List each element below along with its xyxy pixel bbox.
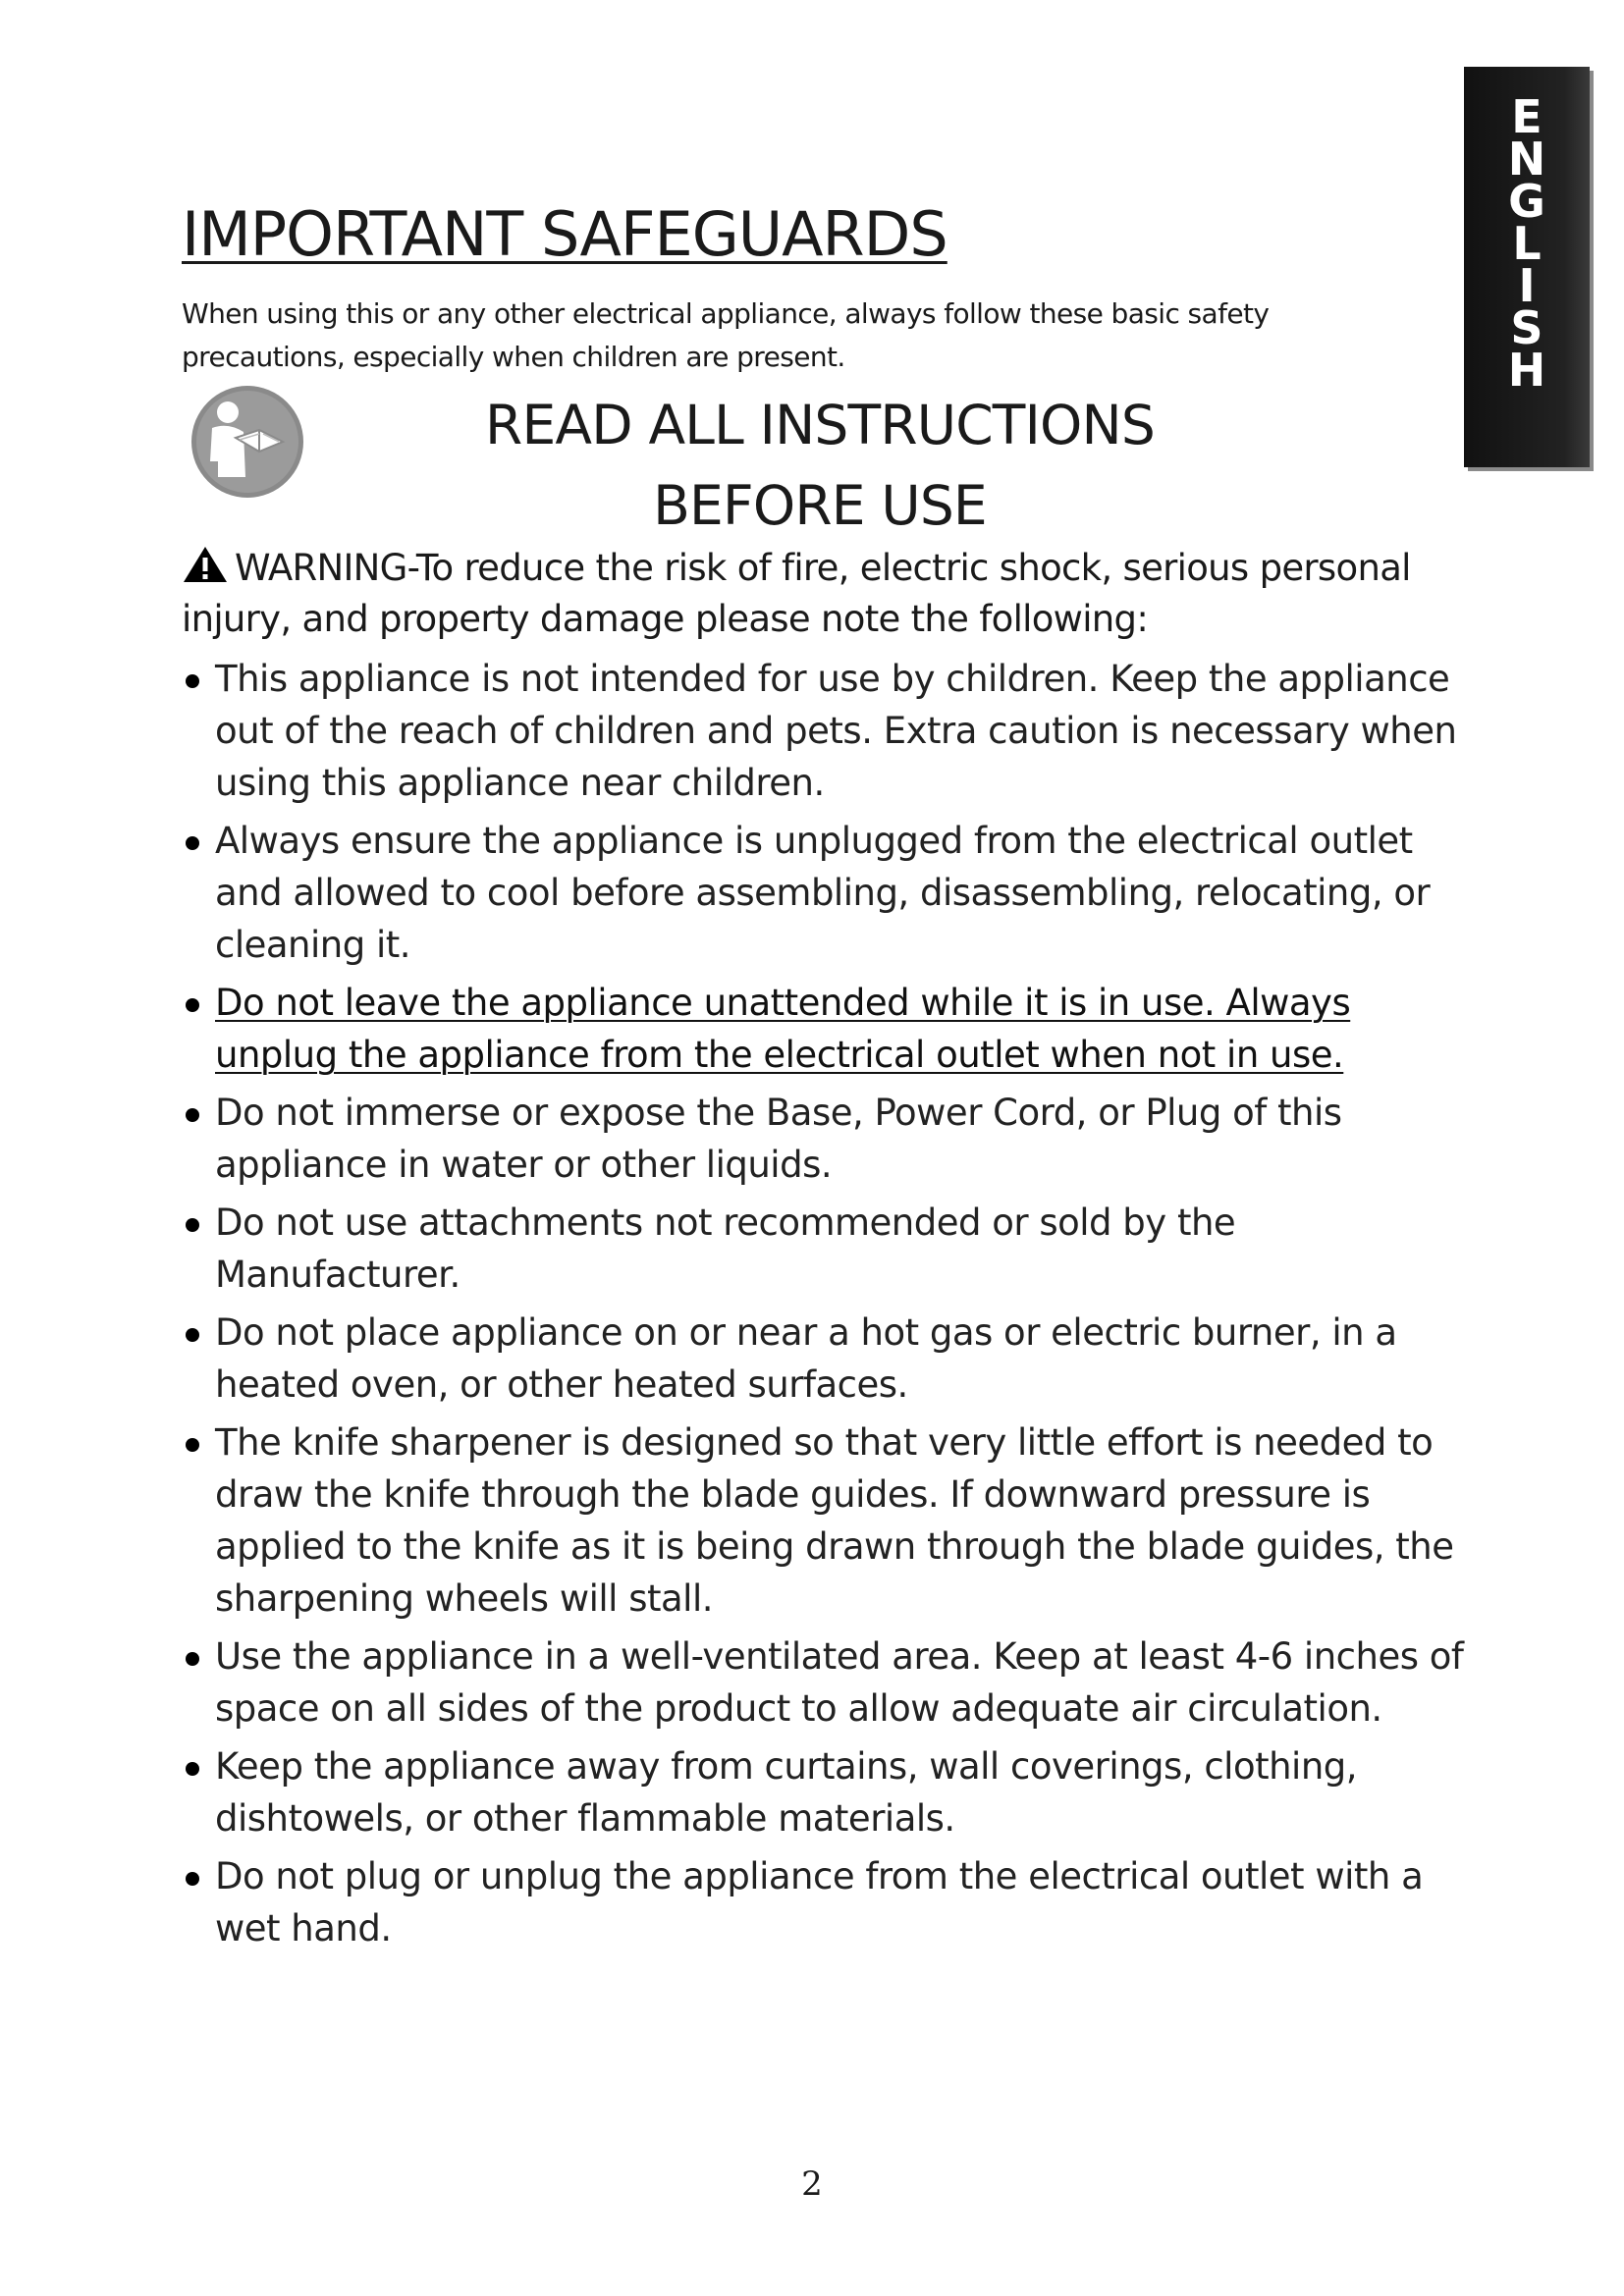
list-item [182, 1087, 1478, 1191]
language-tab-letter: L [1512, 217, 1542, 270]
warning-triangle-icon [182, 545, 229, 584]
list-item-text: Do not leave the appliance unattended while it is in use. Always unplug the appliance from the electrical outlet when not in use. [215, 982, 1351, 1076]
bullet-icon [186, 998, 199, 1012]
safety-list [182, 653, 1478, 1960]
read-all-line1: READ ALL INSTRUCTIONS [485, 394, 1155, 456]
page-number: 2 [801, 2164, 823, 2204]
list-item-text: Do not place appliance on or near a hot gas or electric burner, in a heated oven, or other heated surfaces. [215, 1311, 1397, 1406]
list-item [182, 1197, 1478, 1301]
list-item [182, 815, 1478, 971]
language-tab [1464, 67, 1590, 467]
bullet-icon [186, 836, 199, 850]
bullet-icon [186, 1762, 199, 1776]
bullet-icon [186, 1218, 199, 1232]
bullet-icon [186, 1328, 199, 1342]
language-tab-letter: H [1507, 344, 1546, 397]
list-item [182, 1850, 1478, 1954]
list-item-text: Always ensure the appliance is unplugged from the electrical outlet and allowed to cool before assembling, disassembling, relocating, or cleaning it. [215, 820, 1431, 966]
intro-text: When using this or any other electrical appliance, always follow these basic safety precautions, especially when children are present. [182, 297, 1270, 373]
list-item [182, 1740, 1478, 1844]
list-item-text: Do not immerse or expose the Base, Power Cord, or Plug of this appliance in water or other liquids. [215, 1092, 1342, 1186]
bullet-icon [186, 674, 199, 688]
read-all-instructions-heading [412, 385, 1227, 546]
list-item-text: The knife sharpener is designed so that very little effort is needed to draw the knife through the blade guides. If downward pressure is applied to the knife as it is being drawn through the blade guides, the sharpening wheels will stall. [215, 1421, 1454, 1620]
read-all-line2: BEFORE USE [653, 474, 987, 537]
list-item [182, 1416, 1478, 1625]
list-item [182, 1307, 1478, 1411]
list-item-text: This appliance is not intended for use by children. Keep the appliance out of the reach of children and pets. Extra caution is necessary when using this appliance near children. [215, 658, 1457, 804]
list-item-text: Use the appliance in a well-ventilated area. Keep at least 4-6 inches of space on all sides of the product to allow adequate air circulation. [215, 1635, 1464, 1730]
list-item-text: Do not use attachments not recommended or sold by the Manufacturer. [215, 1201, 1236, 1296]
list-item [182, 977, 1478, 1081]
warning-paragraph [182, 543, 1458, 645]
language-tab-letter: S [1510, 301, 1543, 354]
list-item [182, 1630, 1478, 1735]
language-tab-letter: I [1518, 259, 1536, 312]
list-item [182, 653, 1478, 809]
list-item-text: Do not plug or unplug the appliance from the electrical outlet with a wet hand. [215, 1855, 1424, 1949]
page-title: IMPORTANT SAFEGUARDS [182, 198, 947, 270]
warning-text: WARNING-To reduce the risk of fire, electric shock, serious personal injury, and property damage please note the following: [182, 547, 1411, 640]
language-tab-letter: G [1508, 175, 1545, 228]
read-manual-icon [189, 383, 306, 501]
language-tab-letter: E [1511, 90, 1543, 143]
bullet-icon [186, 1652, 199, 1666]
list-item-text: Keep the appliance away from curtains, wall coverings, clothing, dishtowels, or other flammable materials. [215, 1745, 1358, 1840]
bullet-icon [186, 1438, 199, 1452]
bullet-icon [186, 1872, 199, 1886]
language-tab-letter: N [1507, 133, 1546, 186]
bullet-icon [186, 1108, 199, 1122]
